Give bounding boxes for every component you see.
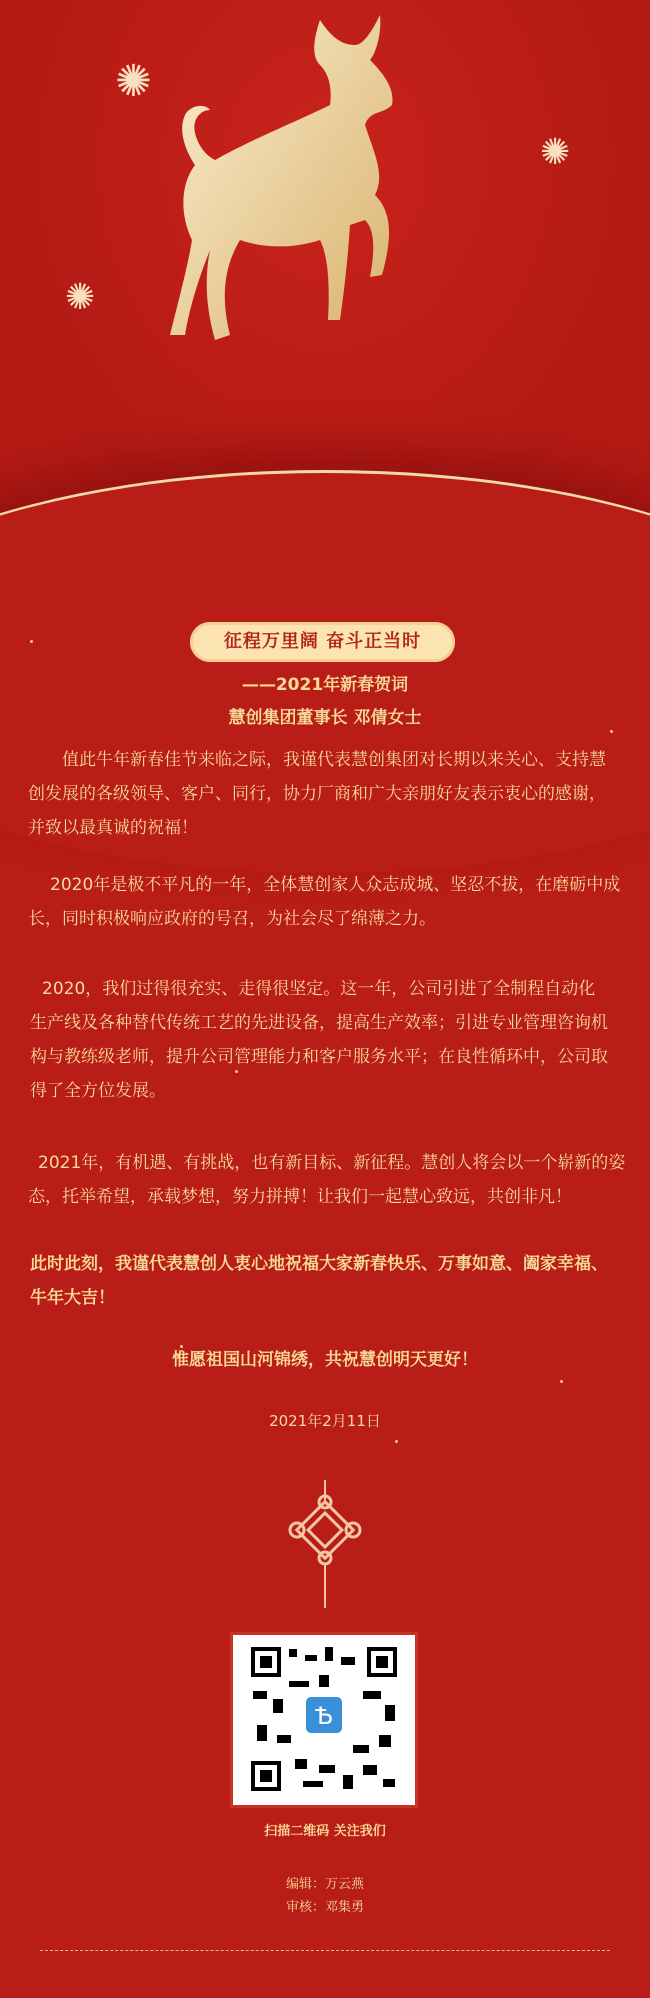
qr-caption: 扫描二维码 关注我们 (264, 1824, 386, 1839)
reviewer-credit: 审核：邓集勇 (285, 1900, 364, 1915)
divider (40, 1950, 610, 1951)
closing-line: 惟愿祖国山河锦绣，共祝慧创明天更好！ (172, 1350, 478, 1370)
ox-silhouette-icon (170, 15, 500, 385)
paragraph: 2020年是极不平凡的一年，全体慧创家人众志成城、坚忍不拔，在磨砺中成长，同时积极响应政府的号召，为社会尽了绵薄之力。 (28, 875, 621, 929)
subtitle: ——2021年新春贺词 (241, 675, 409, 695)
hero-section (0, 0, 650, 540)
chinese-knot-icon (280, 1480, 370, 1610)
wish-paragraph: 此时此刻，我谨代表慧创人衷心地祝福大家新春快乐、万事如意、阖家幸福、牛年大吉！ (30, 1254, 608, 1308)
editor-credit: 编辑：万云燕 (285, 1877, 364, 1892)
title-banner: 征程万里阔 奋斗正当时 (190, 622, 455, 662)
paragraph: 值此牛年新春佳节来临之际，我谨代表慧创集团对长期以来关心、支持慧创发展的各级领导、客户、同行，协力厂商和广大亲朋好友表示衷心的感谢，并致以最真诚的祝福！ (28, 750, 606, 838)
svg-text:Ѣ: Ѣ (314, 1702, 334, 1730)
paragraph: 2021年，有机遇、有挑战，也有新目标、新征程。慧创人将会以一个崭新的姿态，托举希望，承载梦想，努力拼搏！让我们一起慧心致远，共创非凡！ (28, 1153, 626, 1207)
firework-icon: ✺ (65, 277, 96, 318)
firework-icon: ✺ (540, 132, 571, 173)
qr-code[interactable] (230, 1632, 418, 1808)
date: 2021年2月11日 (269, 1412, 381, 1430)
firework-icon: ✺ (115, 56, 152, 107)
paragraph: 2020，我们过得很充实、走得很坚定。这一年，公司引进了全制程自动化生产线及各种替代传统工艺的先进设备，提高生产效率；引进专业管理咨询机构与教练级老师，提升公司管理能力和客户服务水平；在良性循环中，公司取得了全方位发展。 (30, 979, 608, 1101)
author-line: 慧创集团董事长 邓倩女士 (228, 708, 422, 728)
